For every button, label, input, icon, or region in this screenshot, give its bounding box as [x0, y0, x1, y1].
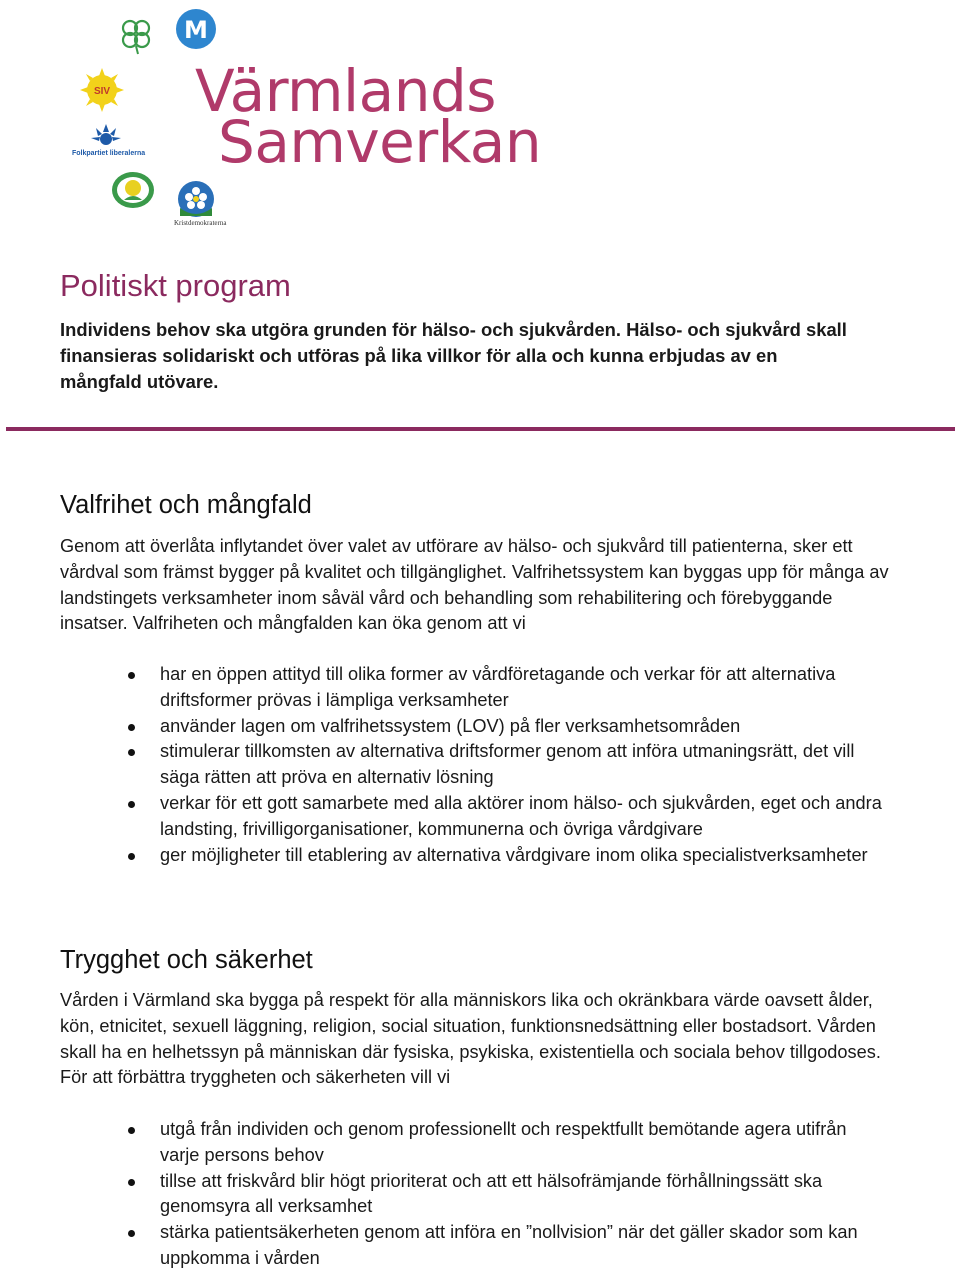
kd-caption: Kristdemokraterna: [174, 219, 227, 227]
list-item-text: använder lagen om valfrihetssystem (LOV) på fler verksamhetsområden: [160, 715, 741, 736]
bullet-list-valfrihet: [60, 662, 890, 868]
list-item: [60, 843, 890, 869]
m-label: M: [184, 16, 208, 44]
fp-caption: Folkpartiet liberalerna: [72, 150, 146, 157]
list-item: [60, 739, 890, 791]
dandelion-icon: [110, 170, 156, 210]
list-item-text: stimulerar tillkomsten av alternativa driftsformer genom att införa utmaningsrätt, det vill säga rätten att pröva en alternativ lösning: [160, 741, 855, 788]
bullet-icon: [128, 801, 135, 808]
page-title: Politiskt program: [60, 268, 291, 303]
section-heading-valfrihet: Valfrihet och mångfald: [60, 491, 312, 519]
list-item-text: tillse att friskvård blir högt prioriterat och att ett hälsofrämjande förhållningssätt ska genomsyra all verksamhet: [160, 1170, 823, 1217]
list-item: [60, 1117, 890, 1169]
list-item: [60, 714, 890, 740]
section-body-valfrihet: Genom att överlåta inflytandet över valet av utförare av hälso- och sjukvård till patienterna, sker ett vårdval som främst bygger på kvalitet och tillgänglighet. Valfrihetssystem kan byggas upp för många av landstingets verksamheter inom såväl vård och behandling som rehabilitering och förebyggande insatser. Valfriheten och mångfalden kan öka genom att vi: [60, 536, 889, 634]
cornflower-icon: [88, 124, 124, 148]
list-item-text: verkar för ett gott samarbete med alla aktörer inom hälso- och sjukvården, eget och andra landsting, frivilligorganisationer, kommunerna och övriga vårdgivare: [160, 792, 882, 839]
bullet-icon: [128, 749, 135, 756]
list-item: [60, 1169, 890, 1221]
logo-wordmark-line2: Samverkan: [218, 108, 542, 176]
bullet-icon: [128, 1230, 135, 1237]
varmlands-samverkan-logo: [60, 0, 542, 240]
list-item: [60, 662, 890, 714]
bullet-icon: [128, 853, 135, 860]
clover-icon: [118, 16, 154, 56]
siv-sun-icon: [80, 68, 124, 112]
list-item-text: stärka patientsäkerheten genom att införa en ”nollvision” när det gäller skador som kan uppkomma i vården: [160, 1222, 858, 1268]
kd-flower-icon: [176, 180, 216, 218]
lead-paragraph: Individens behov ska utgöra grunden för hälso- och sjukvården. Hälso- och sjukvård skall finansieras solidariskt och utföras på lika villkor för alla och kunna erbjudas av en mångfald utövare.: [60, 319, 847, 392]
siv-label: SIV: [93, 86, 111, 97]
bullet-icon: [128, 672, 135, 679]
m-party-icon: [175, 8, 217, 50]
list-item-text: ger möjligheter till etablering av alternativa vårdgivare inom olika specialistverksamheter: [160, 844, 868, 865]
bullet-list-trygghet: [60, 1117, 890, 1272]
accent-divider: [6, 427, 955, 431]
list-item-text: har en öppen attityd till olika former av vårdföretagande och verkar för att alternativa driftsformer prövas i lämpliga verksamheter: [160, 664, 836, 710]
logo-wordmark-line1: Värmlands: [195, 57, 496, 125]
section-heading-trygghet: Trygghet och säkerhet: [60, 946, 313, 974]
bullet-icon: [128, 1179, 135, 1186]
section-body-trygghet: Vården i Värmland ska bygga på respekt för alla människors lika och okränkbara värde oavsett ålder, kön, etnicitet, sexuell läggning, religion, social situation, funktionsnedsättning eller bostadsort. Vården skall ha en helhetssyn på människan där fysiska, psykiska, existentiella och sociala behov tillgodoses. För att förbättra tryggheten och säkerheten vill vi: [60, 990, 881, 1088]
list-item-text: utgå från individen och genom professionellt och respektfullt bemötande agera utifrån varje persons behov: [160, 1119, 847, 1165]
list-item: [60, 791, 890, 843]
list-item: [60, 1220, 890, 1272]
bullet-icon: [128, 1127, 135, 1134]
bullet-icon: [128, 724, 135, 731]
